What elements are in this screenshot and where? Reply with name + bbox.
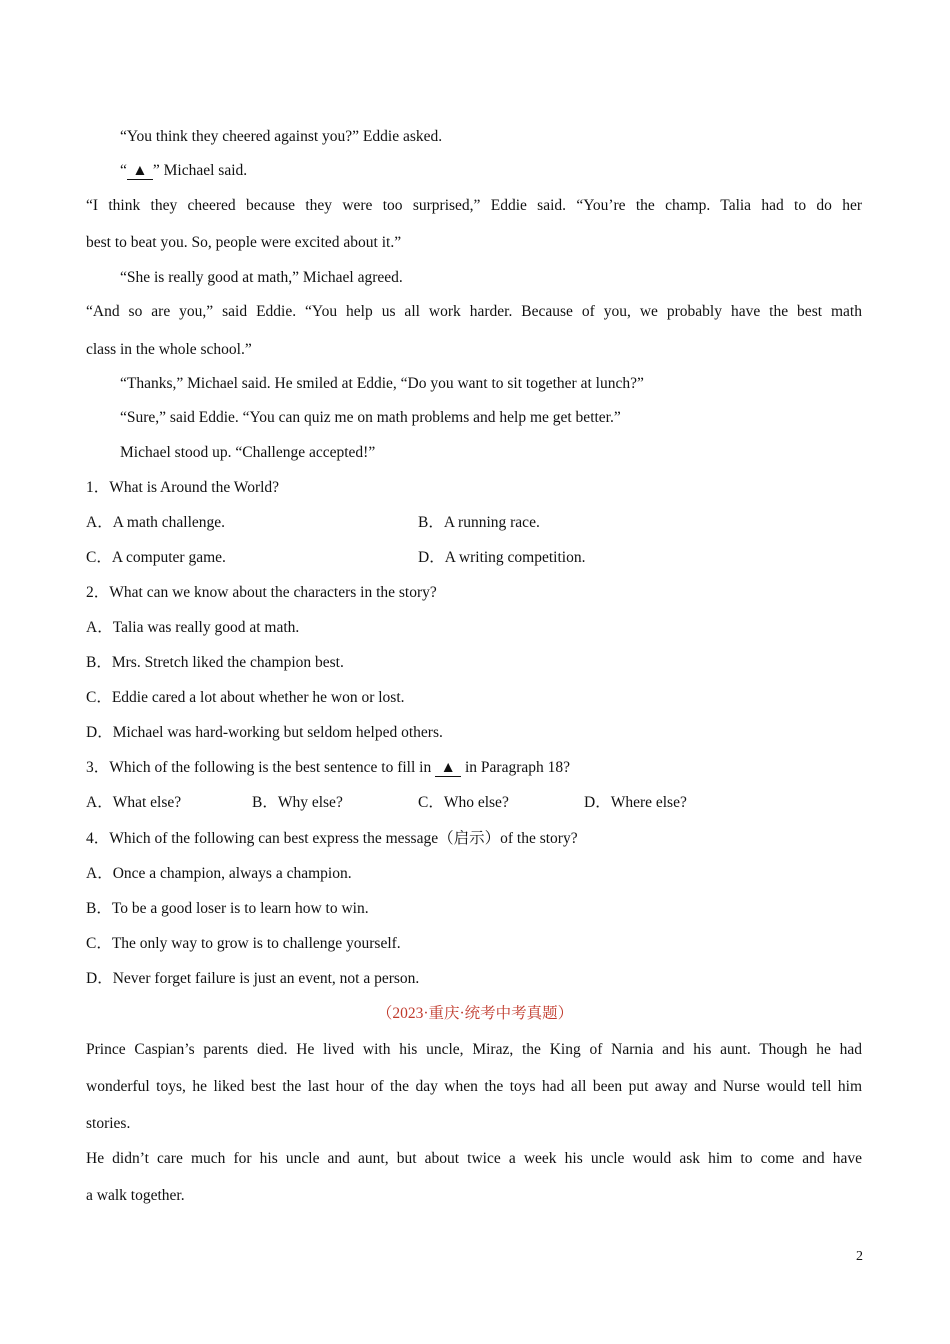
option-d: D．Where else? (584, 794, 687, 811)
fill-blank-marker: ▲ (435, 760, 461, 777)
dialogue-line: “And so are you,” said Eddie. “You help us all work harder. Because of you, we probably have the best math (86, 303, 862, 320)
option-c: C．Who else? (418, 794, 509, 811)
option-a: A．What else? (86, 794, 182, 811)
passage-line: Prince Caspian’s parents died. He lived with his uncle, Miraz, the King of Narnia and his aunt. Though he had (86, 1041, 862, 1058)
option-c: C．A computer game. (86, 549, 226, 566)
passage-line: a walk together. (86, 1187, 185, 1204)
option-b: B．To be a good loser is to learn how to win. (86, 900, 369, 917)
option-c: C．The only way to grow is to challenge yourself. (86, 935, 401, 952)
dialogue-line: “Sure,” said Eddie. “You can quiz me on math problems and help me get better.” (120, 409, 621, 426)
page-number: 2 (856, 1249, 863, 1264)
dialogue-line: Michael stood up. “Challenge accepted!” (120, 444, 376, 461)
option-a: A．A math challenge. (86, 514, 226, 531)
dialogue-line: “Thanks,” Michael said. He smiled at Eddie, “Do you want to sit together at lunch?” (120, 375, 644, 392)
dialogue-line: “She is really good at math,” Michael agreed. (120, 269, 403, 286)
question-stem: 1．What is Around the World? (86, 479, 280, 496)
open-quote: “ (120, 162, 127, 179)
option-b: B．Mrs. Stretch liked the champion best. (86, 654, 344, 671)
option-b: B．A running race. (418, 514, 540, 531)
option-a: A．Once a champion, always a champion. (86, 865, 352, 882)
passage-line: wonderful toys, he liked best the last hour of the day when the toys had all been put away and Nurse would tell him (86, 1078, 862, 1095)
option-d: D．A writing competition. (418, 549, 586, 566)
question-stem (86, 760, 570, 777)
dialogue-line: “You think they cheered against you?” Eddie asked. (120, 128, 443, 145)
dialogue-line: best to beat you. So, people were excited about it.” (86, 234, 402, 251)
question-stem: 4．Which of the following can best express the message（启示）of the story? (86, 830, 578, 847)
option-a: A．Talia was really good at math. (86, 619, 300, 636)
stem-text: in Paragraph 18? (464, 759, 571, 776)
dialogue-line: “I think they cheered because they were too surprised,” Eddie said. “You’re the champ. Talia had to do her (86, 197, 862, 214)
dialogue-line-blank (120, 163, 247, 180)
option-c: C．Eddie cared a lot about whether he won or lost. (86, 689, 405, 706)
passage-line: He didn’t care much for his uncle and aunt, but about twice a week his uncle would ask him to come and have (86, 1150, 862, 1167)
passage-line: stories. (86, 1115, 131, 1132)
dialogue-tail: ” Michael said. (152, 162, 248, 179)
question-stem: 2．What can we know about the characters in the story? (86, 584, 437, 601)
option-b: B．Why else? (252, 794, 343, 811)
fill-blank-marker: ▲ (127, 163, 153, 180)
source-tag: （2023·重庆·统考中考真题） (376, 1005, 574, 1022)
stem-text: 3．Which of the following is the best sentence to fill in (86, 759, 432, 776)
option-d: D．Never forget failure is just an event, not a person. (86, 970, 420, 987)
option-d: D．Michael was hard-working but seldom helped others. (86, 724, 443, 741)
dialogue-line: class in the whole school.” (86, 341, 252, 358)
